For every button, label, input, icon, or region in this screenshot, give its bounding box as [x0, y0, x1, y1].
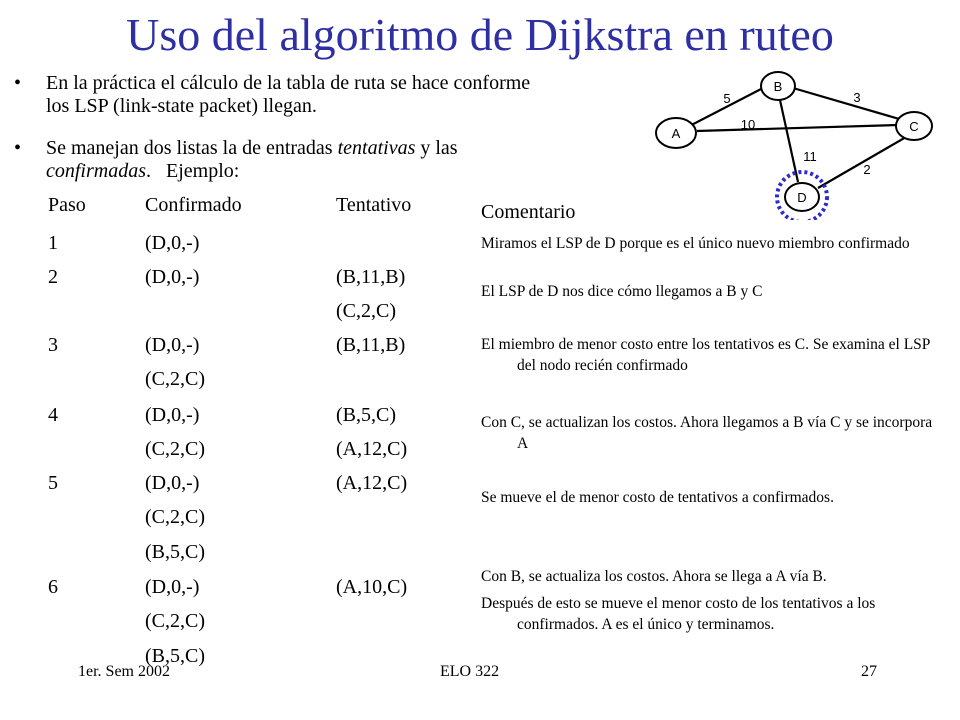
bullet-line	[46, 160, 634, 183]
confirmado-cell: (C,2,C)	[145, 506, 205, 528]
comment-item: El miembro de menor costo entre los tentativos es C. Se examina el LSP del nodo recién confirmado	[481, 336, 930, 374]
bullet-emphasis: tentativas	[337, 137, 416, 159]
bullet-icon: •	[14, 72, 22, 94]
confirmado-cell: (B,5,C)	[145, 645, 205, 667]
paso-cell: 5	[48, 472, 58, 494]
edge-c-d	[818, 133, 913, 188]
comment-item: Miramos el LSP de D porque es el único nuevo miembro confirmado	[481, 235, 910, 252]
edge-cost-c-d: 2	[863, 162, 871, 177]
paso-cell: 4	[48, 404, 58, 426]
tentativo-cell: (C,2,C)	[336, 300, 396, 322]
node-label-b: B	[773, 79, 783, 94]
confirmado-cell: (D,0,-)	[145, 232, 200, 254]
tentativo-cell: (A,10,C)	[336, 576, 408, 598]
confirmado-cell: (C,2,C)	[145, 438, 205, 460]
confirmado-cell: (C,2,C)	[145, 610, 205, 632]
confirmado-cell: (D,0,-)	[145, 472, 200, 494]
bullet-text: Se manejan dos listas la de entradas	[46, 137, 338, 159]
edge-b-d	[780, 100, 798, 182]
paso-cell: 3	[48, 334, 58, 356]
node-label-a: A	[671, 126, 681, 141]
tentativo-cell: (A,12,C)	[336, 472, 408, 494]
comment-header: Comentario	[481, 201, 576, 223]
paso-cell: 2	[48, 266, 58, 288]
network-graph	[650, 70, 945, 220]
footer-page-number: 27	[861, 663, 877, 680]
tentativo-cell: (B,11,B)	[336, 334, 406, 356]
node-label-c: C	[909, 119, 919, 134]
paso-cell: 6	[48, 576, 58, 598]
footer-left: 1er. Sem 2002	[78, 663, 170, 680]
slide-title: Uso del algoritmo de Dijkstra en ruteo	[126, 9, 834, 60]
header-confirmado: Confirmado	[145, 194, 242, 216]
confirmado-cell: (D,0,-)	[145, 266, 200, 288]
confirmado-cell: (C,2,C)	[145, 368, 205, 390]
bullet-line: En la práctica el cálculo de la tabla de ruta se hace conforme	[46, 72, 531, 94]
tentativo-cell: (B,11,B)	[336, 266, 406, 288]
comment-item: El LSP de D nos dice cómo llegamos a B y C	[481, 283, 763, 300]
header-tentativo: Tentativo	[336, 194, 412, 216]
comment-item: Después de esto se mueve el menor costo de los tentativos a los confirmados. A es el único y terminamos.	[481, 595, 876, 633]
comment-item: Se mueve el de menor costo de tentativos a confirmados.	[481, 489, 834, 506]
confirmado-cell: (B,5,C)	[145, 541, 205, 563]
bullet-emphasis: confirmadas	[46, 160, 146, 182]
edge-cost-a-c: 10	[740, 117, 756, 132]
tentativo-cell: (A,12,C)	[336, 438, 408, 460]
confirmado-cell: (D,0,-)	[145, 576, 200, 598]
footer-center: ELO 322	[440, 663, 500, 680]
node-label-d: D	[797, 190, 807, 205]
edge-cost-b-c: 3	[853, 90, 861, 105]
tentativo-cell: (B,5,C)	[336, 404, 396, 426]
header-paso: Paso	[48, 194, 86, 216]
edge-a-c	[697, 125, 898, 131]
bullet-lsp	[14, 72, 634, 118]
bullet-icon: •	[14, 137, 22, 159]
paso-cell: 1	[48, 232, 58, 254]
bullet-line: los LSP (link-state packet) llegan.	[46, 95, 317, 117]
confirmado-cell: (D,0,-)	[145, 404, 200, 426]
bullet-text: . Ejemplo:	[146, 160, 240, 182]
edge-cost-b-d: 11	[803, 149, 817, 164]
bullet-line	[46, 137, 634, 160]
comment-item: Con B, se actualiza los costos. Ahora se llega a A vía B.	[481, 568, 827, 585]
edge-cost-a-b: 5	[723, 91, 731, 106]
confirmado-cell: (D,0,-)	[145, 334, 200, 356]
bullet-listas	[14, 137, 634, 183]
comment-item: Con C, se actualizan los costos. Ahora llegamos a B vía C y se incorpora A	[481, 414, 933, 452]
bullet-text: y las	[415, 137, 458, 159]
